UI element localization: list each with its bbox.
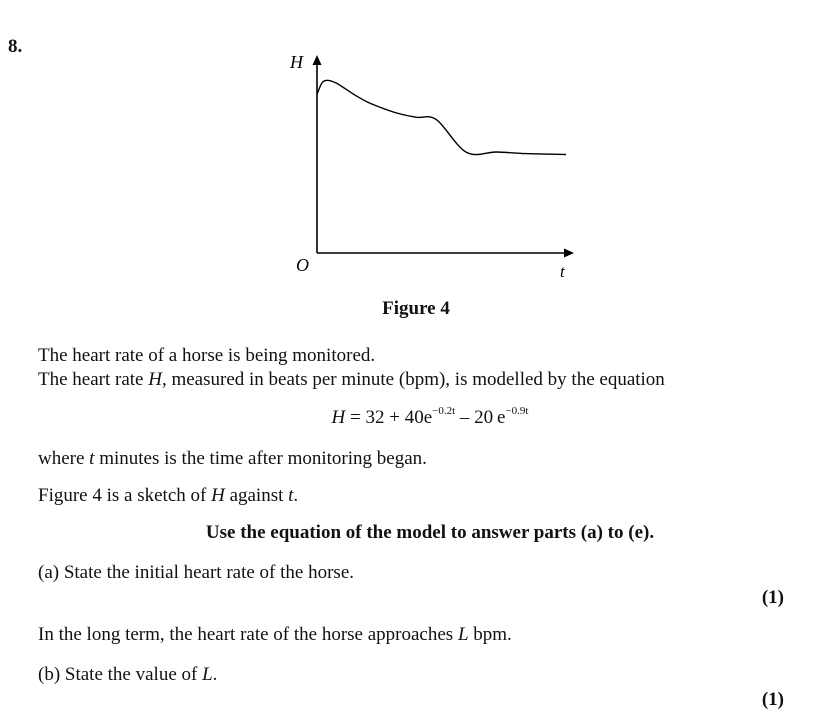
model-equation: $H = 32 + 40e^{-0.2t} - 20$ $e^{-0.9t}$ bbox=[331, 405, 529, 428]
mark-a: (1) bbox=[761, 587, 784, 608]
figure-reference-line: Figure 4 is a sketch of H against t. bbox=[38, 485, 299, 506]
y-axis-arrowhead bbox=[313, 55, 322, 65]
figure-4-sketch bbox=[270, 45, 590, 285]
mark-b: (1) bbox=[761, 689, 784, 710]
figure-caption: Figure 4 bbox=[382, 298, 450, 319]
where-line: where t minutes is the time after monitoring began. bbox=[38, 448, 427, 469]
body-line-2: The heart rate H, measured in beats per minute (bpm), is modelled by the equation bbox=[38, 369, 665, 390]
long-term-line: In the long term, the heart rate of the horse approaches L bpm. bbox=[38, 624, 512, 645]
y-axis-label: H bbox=[290, 52, 303, 72]
x-axis-label: t bbox=[560, 262, 565, 281]
part-b: (b) State the value of L. bbox=[38, 664, 218, 685]
question-number: 8. bbox=[8, 36, 23, 57]
part-a: (a) State the initial heart rate of the horse. bbox=[38, 562, 355, 583]
heart-rate-curve bbox=[317, 80, 566, 154]
origin-label: O bbox=[296, 255, 309, 275]
x-axis-arrowhead bbox=[564, 249, 574, 258]
instruction: Use the equation of the model to answer parts (a) to (e). bbox=[205, 522, 655, 543]
body-line-1: The heart rate of a horse is being monitored. bbox=[38, 345, 376, 366]
